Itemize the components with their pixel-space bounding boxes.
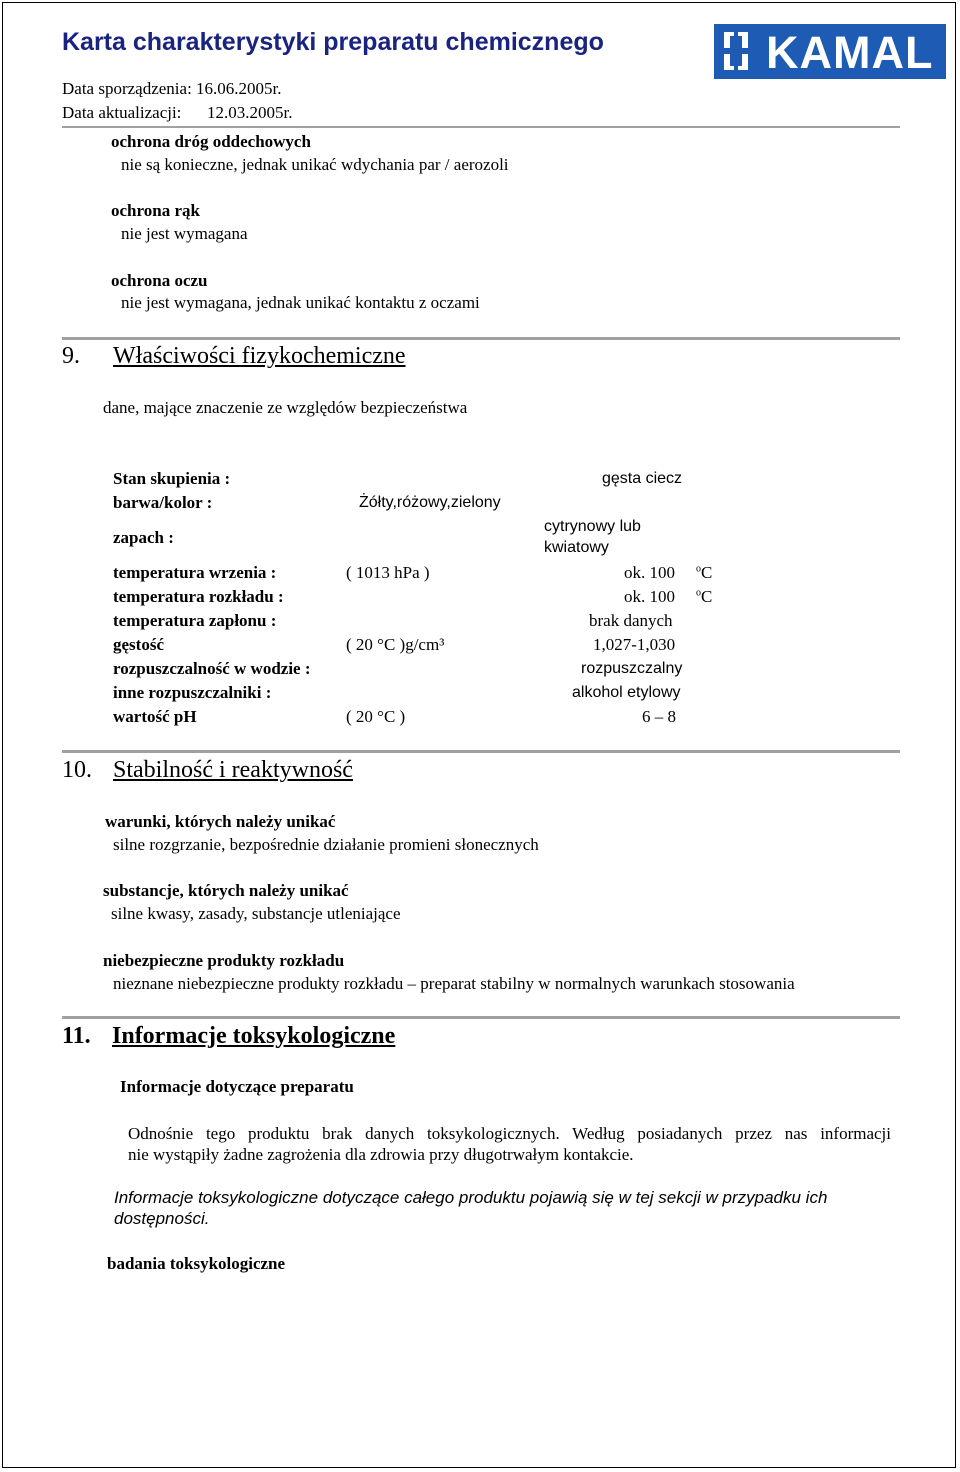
tox-paragraph-line2: nie wystąpiły żadne zagrożenia dla zdrowia przy długotrwałym kontakcie. xyxy=(128,1145,634,1164)
stability-text: silne kwasy, zasady, substancje utleniające xyxy=(111,904,401,923)
date-created: Data sporządzenia: 16.06.2005r. xyxy=(62,79,282,98)
section-9-number: 9. xyxy=(62,343,80,369)
property-value-line2: kwiatowy xyxy=(544,539,609,556)
section-divider xyxy=(62,337,900,340)
property-unit xyxy=(696,563,712,583)
stability-heading: niebezpieczne produkty rozkładu xyxy=(103,951,345,970)
section-divider xyxy=(62,750,900,753)
tox-studies-heading: badania toksykologiczne xyxy=(107,1254,286,1273)
property-label: rozpuszczalność w wodzie : xyxy=(113,659,311,678)
section-10-number: 10. xyxy=(62,757,92,783)
section-11-number: 11. xyxy=(62,1023,91,1049)
property-label: inne rozpuszczalniki : xyxy=(113,683,272,702)
protection-text: nie jest wymagana xyxy=(121,224,248,243)
property-label: barwa/kolor : xyxy=(113,493,213,512)
header-divider xyxy=(62,126,900,128)
logo-text: KAMAL xyxy=(766,27,934,78)
degree-sup: o xyxy=(696,587,701,599)
protection-heading: ochrona dróg oddechowych xyxy=(111,132,311,151)
unit-text: C xyxy=(701,587,713,606)
property-condition: ( 20 °C ) xyxy=(346,707,406,726)
property-label: wartość pH xyxy=(113,707,197,726)
property-condition: Żółty,różowy,zielony xyxy=(359,494,501,511)
property-value: 1,027-1,030 xyxy=(593,635,676,654)
stability-heading: substancje, których należy unikać xyxy=(103,881,349,900)
date-updated-label: Data aktualizacji: xyxy=(62,103,182,122)
section-11-title: Informacje toksykologiczne xyxy=(112,1023,396,1049)
property-label: temperatura wrzenia : xyxy=(113,563,277,582)
property-value: rozpuszczalny xyxy=(581,660,683,677)
protection-text: nie jest wymagana, jednak unikać kontaktu z oczami xyxy=(121,293,480,312)
property-value: brak danych xyxy=(589,611,673,630)
section-9-subtitle: dane, mające znaczenie ze względów bezpieczeństwa xyxy=(103,398,468,417)
protection-heading: ochrona oczu xyxy=(111,271,208,290)
property-value: cytrynowy lub xyxy=(544,518,641,535)
property-label: gęstość xyxy=(113,635,164,654)
logo-symbol-icon xyxy=(718,24,766,79)
page-border xyxy=(2,2,956,1468)
property-label: Stan skupienia : xyxy=(113,469,231,488)
property-value: 6 – 8 xyxy=(642,707,676,726)
stability-heading: warunki, których należy unikać xyxy=(105,812,336,831)
degree-sup: o xyxy=(696,563,701,575)
protection-heading: ochrona rąk xyxy=(111,201,200,220)
document-title: Karta charakterystyki preparatu chemicznego xyxy=(62,28,604,56)
stability-text: silne rozgrzanie, bezpośrednie działanie promieni słonecznych xyxy=(113,835,539,854)
tox-paragraph-line1: Odnośnie tego produktu brak danych toksykologicznych. Według posiadanych przez nas informacji xyxy=(128,1124,891,1143)
section-10-title: Stabilność i reaktywność xyxy=(113,757,353,783)
tox-italic-line1: Informacje toksykologiczne dotyczące całego produktu pojawią się w tej sekcji w przypadku ich xyxy=(114,1188,828,1207)
protection-text: nie są konieczne, jednak unikać wdychania par / aerozoli xyxy=(121,155,509,174)
property-label: temperatura zapłonu : xyxy=(113,611,277,630)
tox-subheading: Informacje dotyczące preparatu xyxy=(120,1077,354,1096)
property-label: temperatura rozkładu : xyxy=(113,587,284,606)
property-label: zapach : xyxy=(113,528,174,547)
tox-italic-line2: dostępności. xyxy=(114,1209,210,1228)
property-value: alkohol etylowy xyxy=(572,684,681,701)
property-condition: ( 20 °C )g/cm³ xyxy=(346,635,445,654)
stability-text: nieznane niebezpieczne produkty rozkładu – preparat stabilny w normalnych warunkach stosowania xyxy=(113,974,795,993)
property-unit xyxy=(696,587,712,607)
date-updated-value: 12.03.2005r. xyxy=(207,103,293,122)
property-value: gęsta ciecz xyxy=(602,470,683,487)
section-9-title: Właściwości fizykochemiczne xyxy=(113,343,406,369)
property-value: ok. 100 xyxy=(624,563,675,582)
property-value: ok. 100 xyxy=(624,587,675,606)
kamal-logo xyxy=(714,24,946,79)
section-divider xyxy=(62,1016,900,1019)
unit-text: C xyxy=(701,563,713,582)
property-condition: ( 1013 hPa ) xyxy=(346,563,430,582)
